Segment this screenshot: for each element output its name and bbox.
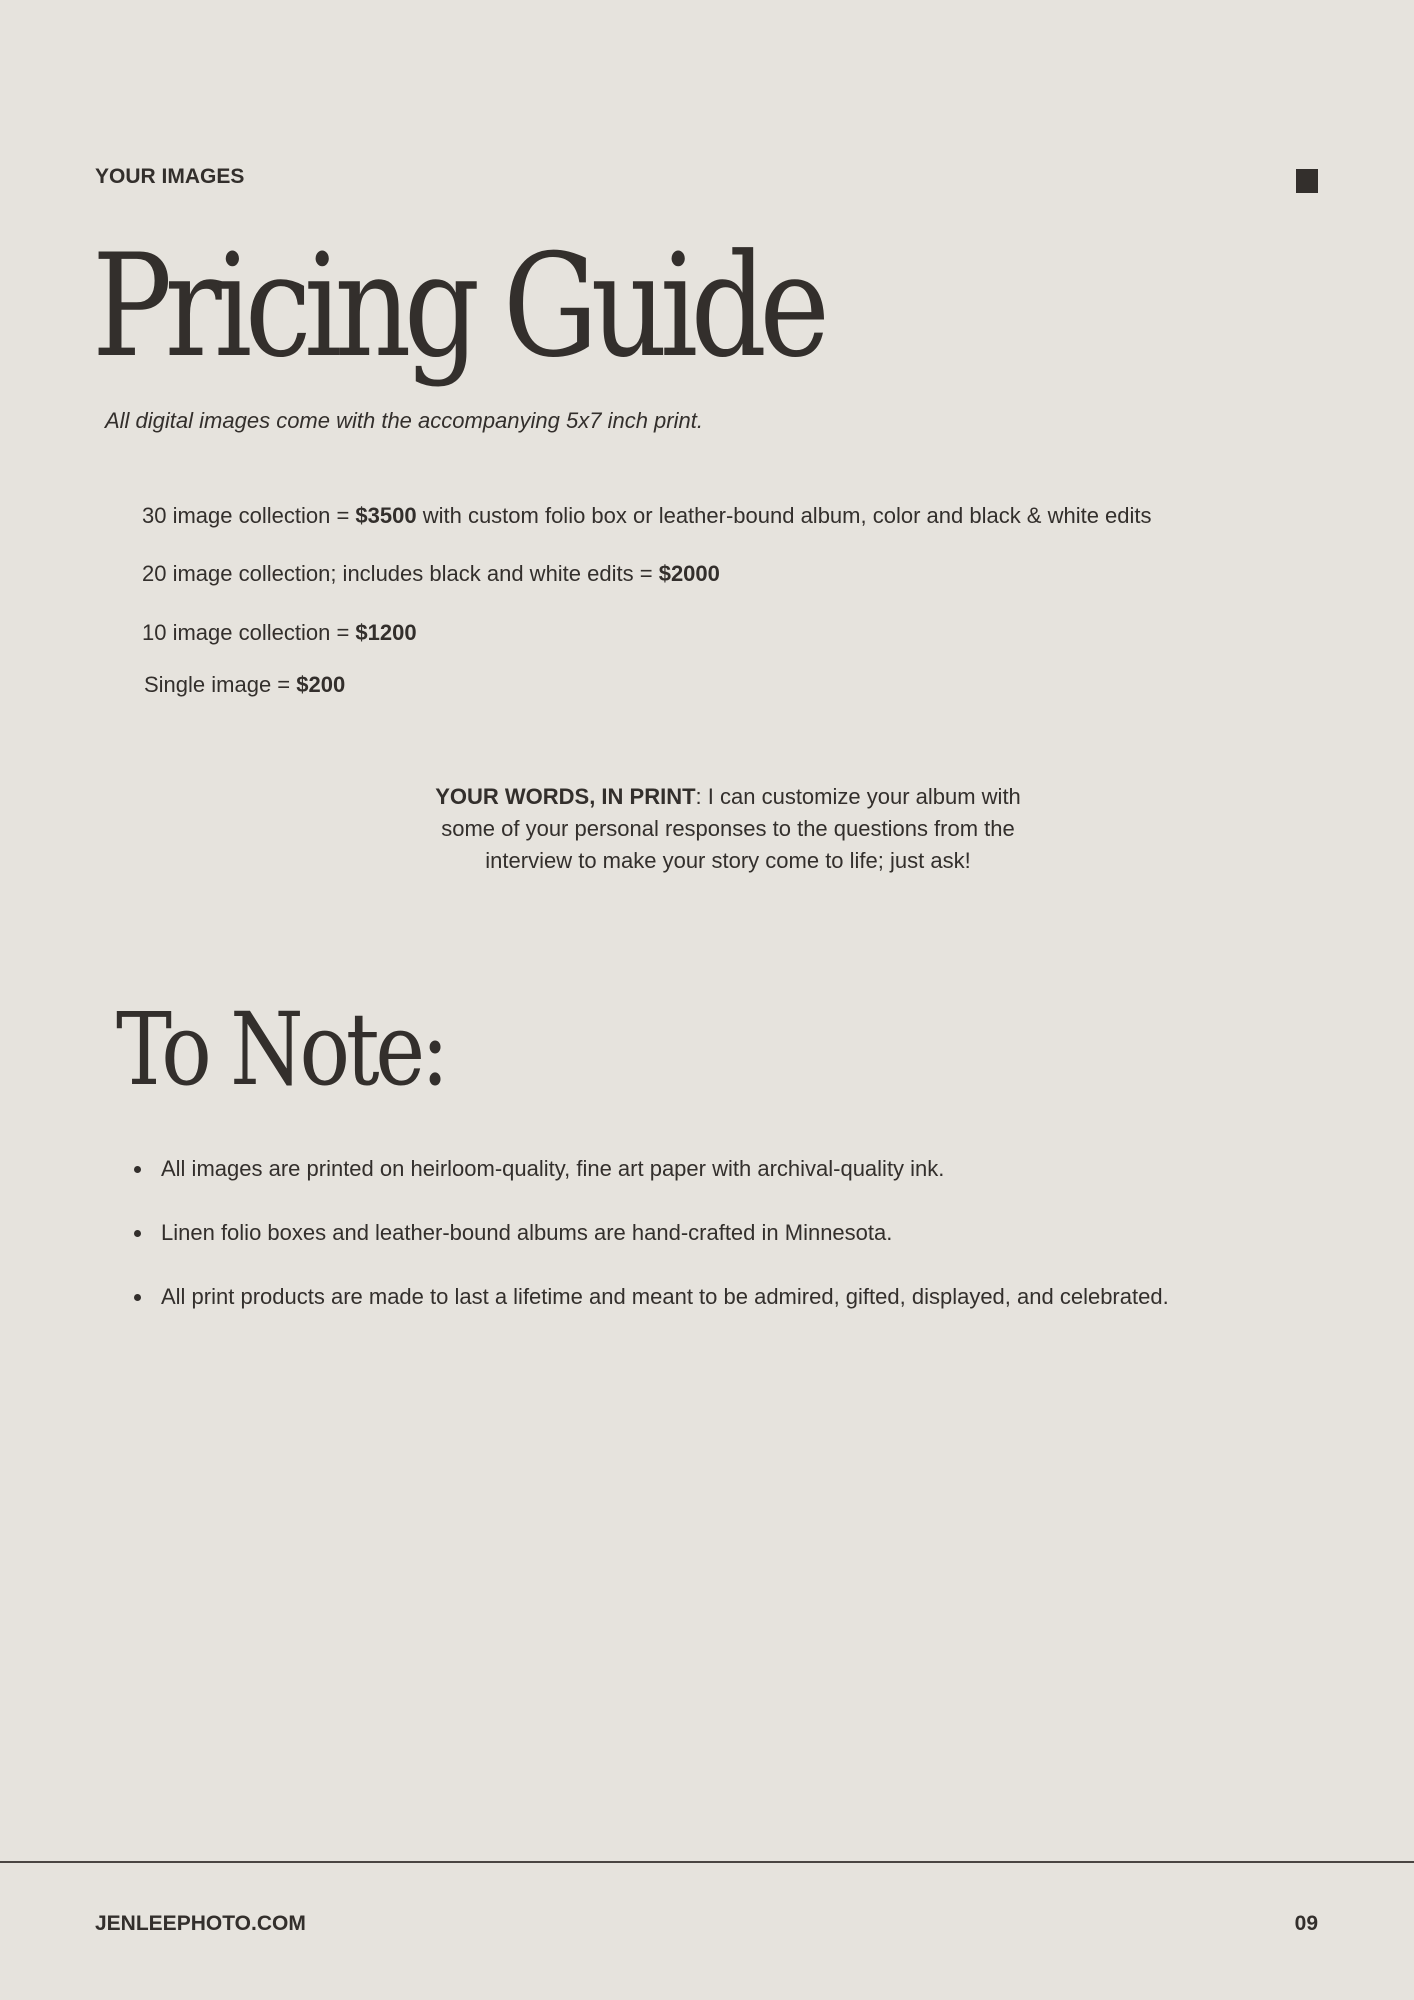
price-line-detail: with custom folio box or leather-bound album, color and black & white edits [416,503,1152,528]
words-in-print-heading: YOUR WORDS, IN PRINT [435,784,696,809]
price-line-20 [142,561,720,587]
bullet-icon [134,1294,141,1301]
bullet-icon [134,1166,141,1173]
page-title: Pricing Guide [92,224,823,389]
price-line-10 [142,620,417,646]
price-line-text: 10 image collection = [142,620,356,645]
note-text: All print products are made to last a lifetime and meant to be admired, gifted, displayed, and celebrated. [161,1284,1169,1309]
price-line-text: Single image = [144,672,297,697]
corner-square-marker [1296,169,1318,193]
price-amount: $3500 [355,503,417,528]
section-label: YOUR IMAGES [95,165,245,188]
list-item [134,1215,1169,1279]
price-amount: $2000 [658,561,720,586]
price-amount: $1200 [355,620,417,645]
footer-website: JENLEEPHOTO.COM [95,1912,306,1935]
notes-list [134,1151,1169,1343]
words-in-print-callout [408,781,1048,877]
note-text: All images are printed on heirloom-quality, fine art paper with archival-quality ink. [161,1156,945,1181]
notes-title: To Note: [116,991,446,1108]
bullet-icon [134,1230,141,1237]
price-line-single [144,672,345,698]
footer-divider [0,1861,1414,1863]
price-line-text: 30 image collection = [142,503,356,528]
footer-page-number: 09 [1294,1912,1318,1935]
page-subtitle: All digital images come with the accompanying 5x7 inch print. [105,408,703,433]
note-text: Linen folio boxes and leather-bound albums are hand-crafted in Minnesota. [161,1220,893,1245]
list-item [134,1151,1169,1215]
price-amount: $200 [296,672,346,697]
list-item [134,1279,1169,1343]
price-line-30 [142,503,1152,529]
words-in-print-text: : I can customize your album with some of your personal responses to the questions from the interview to make your story come to life; just ask! [441,784,1021,873]
price-line-text: 20 image collection; includes black and white edits = [142,561,659,586]
